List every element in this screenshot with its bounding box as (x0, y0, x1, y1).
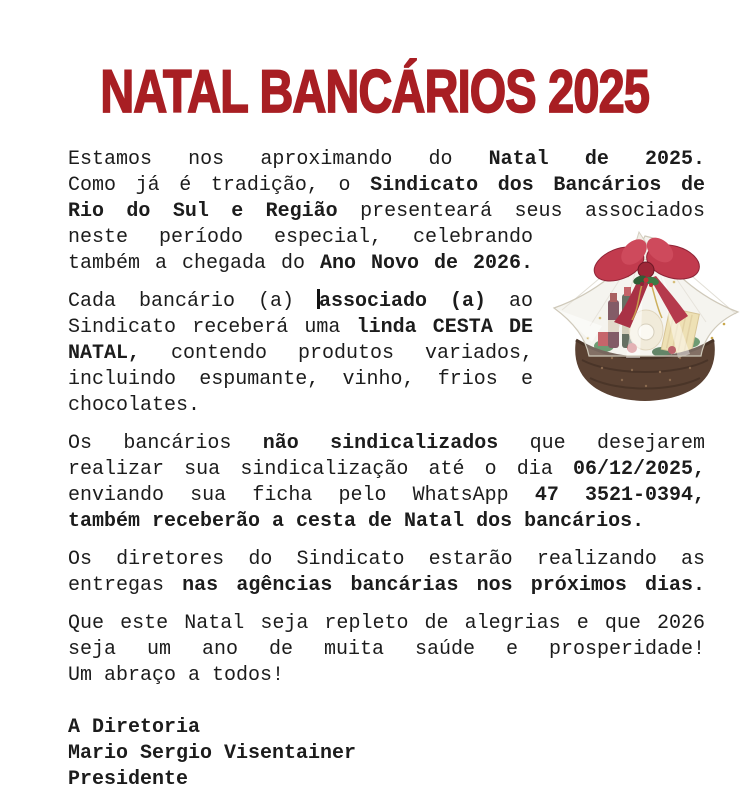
text-segment: Estamos nos aproximando do (68, 148, 489, 171)
text-segment: Ano Novo de 2026. (320, 252, 533, 275)
text-line (68, 663, 705, 689)
text-segment: associado (a) (318, 290, 486, 313)
text-segment: Natal de 2025. (488, 148, 706, 171)
signature-line-title: Presidente (68, 768, 189, 791)
text-line (68, 573, 705, 599)
text-line (68, 611, 705, 637)
text-line (68, 289, 533, 315)
text-line (68, 457, 705, 483)
text-line (68, 315, 533, 341)
text-segment: 06/12/2025, (572, 458, 705, 481)
document-body (68, 147, 705, 793)
text-line (68, 431, 705, 457)
text-line (68, 225, 533, 251)
text-line (68, 393, 533, 419)
signature-line-name: Mario Sergio Visentainer (68, 742, 357, 765)
paragraph-1 (68, 147, 705, 277)
title-section (0, 60, 750, 123)
text-line (68, 483, 705, 509)
signature-block (68, 715, 705, 793)
signature-line-diretoria: A Diretoria (68, 716, 201, 739)
text-segment: chocolates. (68, 394, 201, 417)
text-segment: Como já é tradição, o (68, 174, 371, 197)
text-segment: também a chegada do (68, 252, 320, 275)
text-segment: linda CESTA DE (356, 316, 534, 339)
text-segment: Cada bancário (a) (68, 290, 317, 313)
paragraph-2 (68, 289, 705, 419)
text-segment: Os bancários (68, 432, 263, 455)
text-line (68, 173, 705, 199)
text-segment: também receberão a cesta de Natal dos bancários. (68, 510, 645, 533)
text-line (68, 341, 533, 367)
paragraph-4 (68, 547, 705, 599)
text-segment: Sindicato receberá uma (68, 316, 357, 339)
text-segment: enviando sua ficha pelo WhatsApp (68, 484, 535, 507)
text-segment: ao (486, 290, 533, 313)
page-title: NATAL BANCÁRIOS 2025 (100, 58, 650, 125)
text-line (68, 637, 705, 663)
text-line (68, 509, 705, 535)
text-segment: neste período especial, celebrando (68, 226, 533, 249)
text-segment: nas agências bancárias nos próximos dias. (182, 574, 705, 597)
text-segment: não sindicalizados (262, 432, 499, 455)
paragraph-3 (68, 431, 705, 535)
text-segment: Que este Natal seja repleto de alegrias e que 2026 (68, 612, 705, 635)
text-segment: NATAL, (68, 342, 141, 365)
paragraphs-host (68, 147, 705, 689)
text-segment: presenteará seus associados (337, 200, 705, 223)
text-segment: Os diretores do Sindicato estarão realizando as (68, 548, 705, 571)
text-segment: Rio do Sul e Região (68, 200, 338, 223)
text-segment: contendo produtos variados, (140, 342, 533, 365)
text-line (68, 147, 705, 173)
text-segment: 47 3521-0394, (534, 484, 705, 507)
text-line (68, 547, 705, 573)
text-line (68, 251, 533, 277)
text-line (68, 367, 533, 393)
text-segment: entregas (68, 574, 183, 597)
text-segment: que desejarem (498, 432, 706, 455)
text-segment: incluindo espumante, vinho, frios e (68, 368, 533, 391)
text-line (68, 199, 705, 225)
text-segment: seja um ano de muita saúde e prosperidade! (68, 638, 705, 661)
paragraph-5 (68, 611, 705, 689)
text-segment: Sindicato dos Bancários de (370, 174, 705, 197)
text-segment: Um abraço a todos! (68, 664, 285, 687)
text-segment: realizar sua sindicalização até o dia (68, 458, 573, 481)
